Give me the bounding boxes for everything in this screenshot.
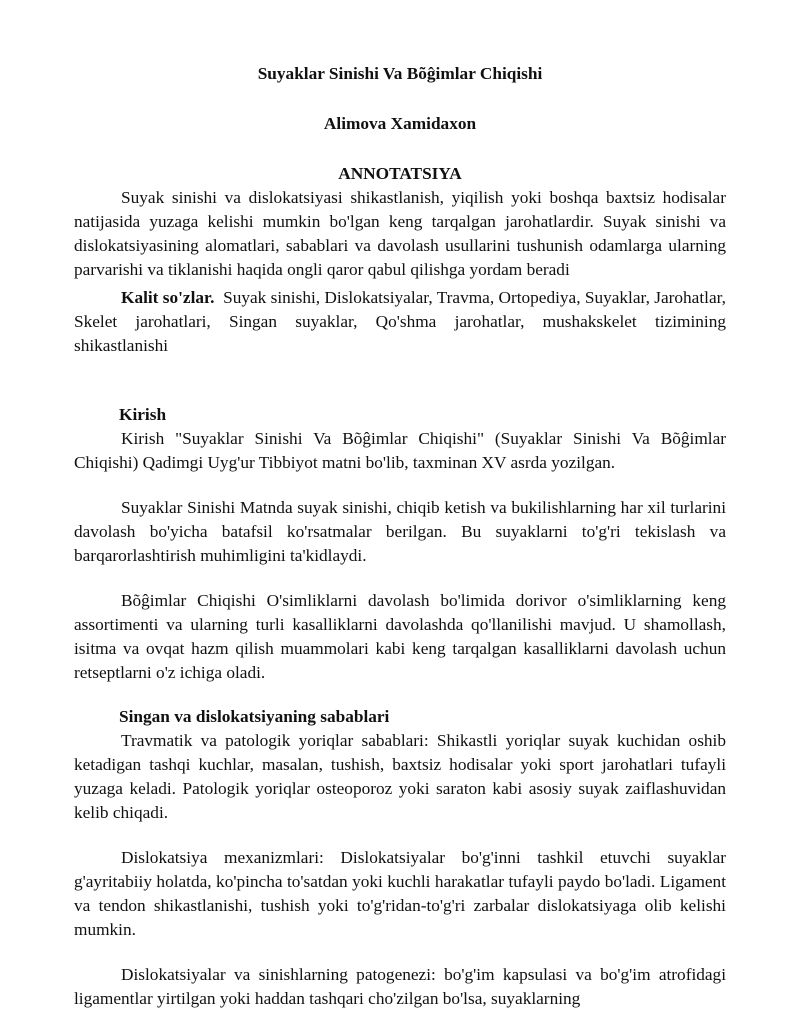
keywords-paragraph [74,286,726,358]
intro-paragraph: Kirish "Suyaklar Sinishi Va Bõĝimlar Chiqishi" (Suyaklar Sinishi Va Bõĝimlar Chiqishi) Qadimgi Uyg'ur Tibbiyot matni bo'lib, taxminan XV asrda yozilgan. [74,429,726,472]
keywords-text: Suyak sinishi, Dislokatsiyalar, Travma, Ortopediya, Suyaklar, Jarohatlar, Skelet jarohatlari, Singan suyaklar, Qo'shma jarohatlar, mushakskelet tizimining shikastlanishi [74,288,726,355]
intro-heading: Kirish [119,405,167,424]
keywords-label: Kalit so'zlar. [121,288,215,307]
annotation-heading: ANNOTATSIYA [338,164,462,183]
causes-heading: Singan va dislokatsiyaning sabablari [119,707,390,726]
document-author: Alimova Xamidaxon [323,114,477,133]
causes-paragraph: Dislokatsiyalar va sinishlarning patogenezi: bo'g'im kapsulasi va bo'g'im atrofidagi ligamentlar yirtilgan yoki haddan tashqari cho'zilgan bo'lsa, suyaklarning [74,965,726,1008]
intro-paragraph: Suyaklar Sinishi Matnda suyak sinishi, chiqib ketish va bukilishlarning har xil turlarini davolash bo'yicha batafsil ko'rsatmalar berilgan. Bu suyaklarni to'g'ri tekislash va barqarorlashtirish muhimligini ta'kidlaydi. [74,498,726,565]
annotation-paragraph: Suyak sinishi va dislokatsiyasi shikastlanish, yiqilish yoki boshqa baxtsiz hodisalar natijasida yuzaga kelishi mumkin bo'lgan keng tarqalgan jarohatlardir. Suyak sinishi va dislokatsiyasining alomatlari, sabablari va davolash usullarini tushunish odamlarga ularning parvarishi va tiklanishi haqida ongli qaror qabul qilishga yordam beradi [74,188,726,279]
document-title: Suyaklar Sinishi Va Bõĝimlar Chiqishi [257,64,543,83]
causes-paragraph: Travmatik va patologik yoriqlar sabablari: Shikastli yoriqlar suyak kuchidan oshib ketadigan tashqi kuchlar, masalan, tushish, baxtsiz hodisalar yoki sport jarohatlari tufayli yuzaga keladi. Patologik yoriqlar osteoporoz yoki saraton kabi asosiy suyak zaiflashuvidan kelib chiqadi. [74,731,726,822]
document-page [74,62,726,1011]
intro-paragraph: Bõĝimlar Chiqishi O'simliklarni davolash bo'limida dorivor o'simliklarning keng assortimenti va ularning turli kasalliklarni davolashda qo'llanilishi mavjud. U shamollash, isitma va ovqat hazm qilish muammolari kabi keng tarqalgan kasalliklarni davolash uchun retseptlarni o'z ichiga oladi. [74,591,726,682]
causes-paragraph: Dislokatsiya mexanizmlari: Dislokatsiyalar bo'g'inni tashkil etuvchi suyaklar g'ayritabiiy holatda, ko'pincha to'satdan yoki kuchli harakatlar tufayli paydo bo'ladi. Ligament va tendon shikastlanishi, tushish yoki to'g'ridan-to'g'ri zarbalar dislokatsiyaga olib kelishi mumkin. [74,848,726,939]
